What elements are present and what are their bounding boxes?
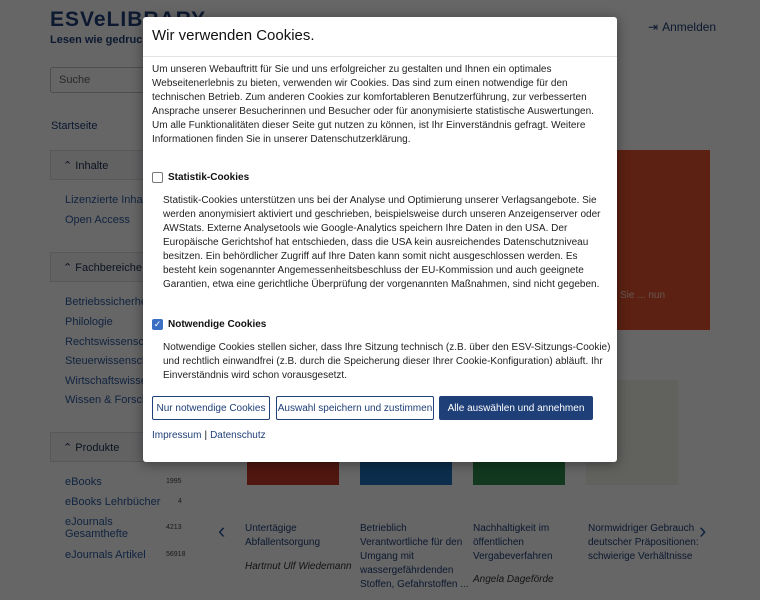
statistik-cookies-row[interactable] [152,172,249,183]
save-selection-button[interactable]: Auswahl speichern und zustimmen [276,396,434,420]
statistik-cookies-description: Statistik-Cookies unterstützen uns bei der Analyse und Optimierung unserer Verlagsangebote. Sie werden anonymisiert aktiviert und geschrieben, beispielsweise durch unseren Anzeigenserver oder AWStats. Externe Analysetools wie Google-Analytics speichern Ihre Daten in den USA. Der Europäische Gerichtshof hat entschieden, dass die USA kein ausreichendes Datenschutzniveau besitzen. Ein behördlicher Zugriff auf Ihre Daten kann somit nicht ausgeschlossen werden. Es besteht kein sogenannter Angemessenheitsbeschluss der EU-Kommission und auch geeignete Garantien, etwa eine gerichtliche Überprüfung der vorgenannten Maßnahmen, sind nicht gegeben. [163,195,601,290]
statistik-cookies-checkbox[interactable] [152,172,163,183]
accept-all-button[interactable]: Alle auswählen und annehmen [439,396,593,420]
check-icon: ✓ [153,319,162,329]
dialog-footer-links [152,430,266,441]
dialog-intro-text: Um unseren Webauftritt für Sie und uns erfolgreicher zu gestalten und Ihnen ein optimales Webseitenerlebnis zu bieten, verwenden wir Cookies. Das sind zum einen notwendige für den technischen Betrieb. Zum anderen Cookies zur komfortableren Benutzerführung, zur verbesserten Ansprache unserer Besucherinnen und Besucher oder für anonymisierte statistische Auswertungen. Um alle Funktionalitäten dieser Seite gut nutzen zu können, ist Ihr Einverständnis gefragt. Weitere Informationen finden Sie in unserer Datenschutzerklärung. [152,64,594,145]
dialog-title: Wir verwenden Cookies. [152,27,315,44]
notwendige-cookies-description: Notwendige Cookies stellen sicher, dass Ihre Sitzung technisch (z.B. über den ESV-Sitzungs-Cookie) und rechtlich einwandfrei (z.B. durch die Speicherung dieser Ihrer Cookie-Konfiguration) abläuft. Ihr Einverständnis wird schon vorausgesetzt. [163,342,611,381]
cookie-dialog [143,17,617,462]
notwendige-cookies-checkbox[interactable] [152,319,163,330]
notwendige-cookies-label[interactable]: Notwendige Cookies [168,319,267,330]
dialog-divider [143,56,617,57]
necessary-cookies-button[interactable]: Nur notwendige Cookies [152,396,270,420]
link-separator: | [204,430,208,441]
datenschutz-link[interactable]: Datenschutz [210,430,266,441]
impressum-link[interactable]: Impressum [152,430,202,441]
notwendige-cookies-row[interactable] [152,319,266,330]
statistik-cookies-label[interactable]: Statistik-Cookies [168,172,250,183]
